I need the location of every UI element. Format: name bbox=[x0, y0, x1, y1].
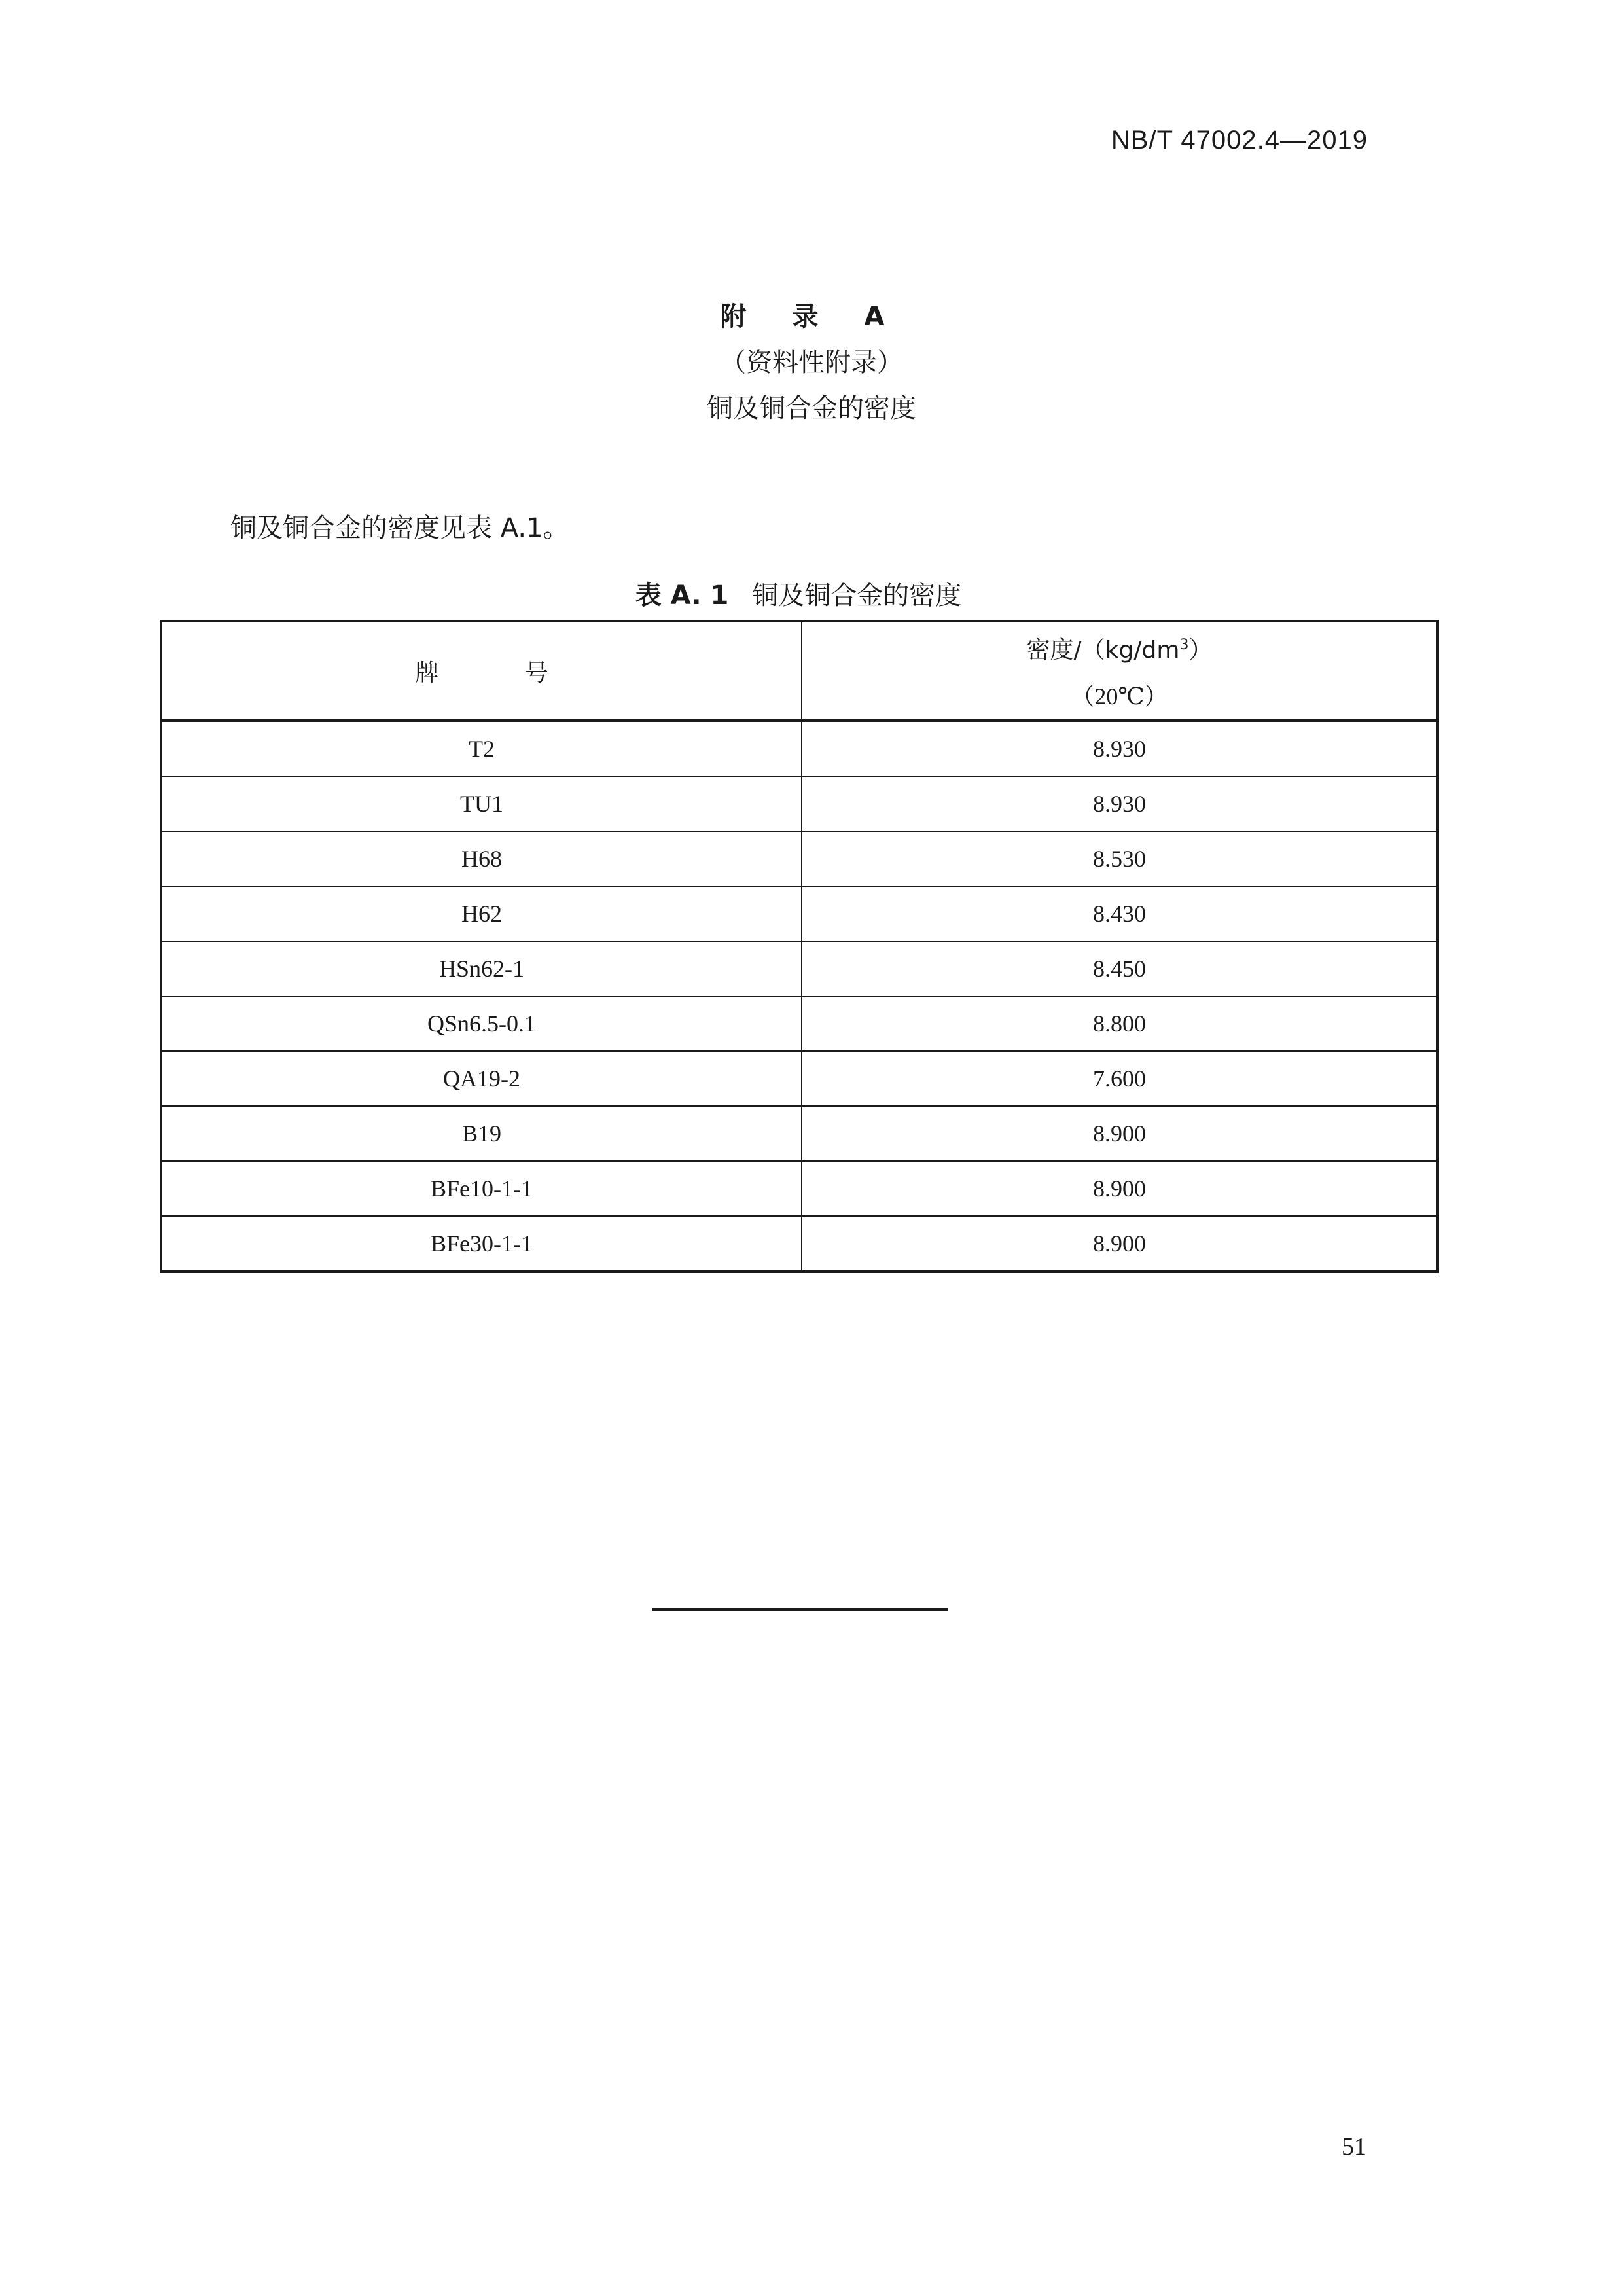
grade-cell: T2 bbox=[161, 721, 802, 776]
table-row bbox=[161, 776, 1438, 831]
grade-cell: H68 bbox=[161, 831, 802, 886]
density-table bbox=[160, 620, 1439, 1273]
table-body bbox=[161, 721, 1438, 1272]
table-row bbox=[161, 721, 1438, 776]
table-row bbox=[161, 1216, 1438, 1272]
page-number: 51 bbox=[1342, 2133, 1366, 2161]
density-cell: 8.930 bbox=[802, 721, 1438, 776]
density-cell: 8.430 bbox=[802, 886, 1438, 941]
end-rule bbox=[652, 1608, 948, 1611]
table-row bbox=[161, 1106, 1438, 1161]
grade-cell: H62 bbox=[161, 886, 802, 941]
grade-column-header bbox=[161, 621, 802, 721]
density-header-prefix: 密度/（kg/dm bbox=[1026, 637, 1180, 664]
density-cell: 8.800 bbox=[802, 996, 1438, 1051]
density-cell: 8.930 bbox=[802, 776, 1438, 831]
table-caption-title: 铜及铜合金的密度 bbox=[752, 581, 962, 611]
density-cell: 8.530 bbox=[802, 831, 1438, 886]
density-column-header bbox=[802, 621, 1438, 721]
density-header-line1 bbox=[802, 622, 1436, 673]
table-row bbox=[161, 941, 1438, 996]
grade-cell: TU1 bbox=[161, 776, 802, 831]
grade-cell: BFe10-1-1 bbox=[161, 1161, 802, 1216]
density-header-suffix: ） bbox=[1188, 637, 1213, 664]
grade-cell: HSn62-1 bbox=[161, 941, 802, 996]
density-cell: 7.600 bbox=[802, 1051, 1438, 1106]
table-row bbox=[161, 886, 1438, 941]
density-cell: 8.900 bbox=[802, 1106, 1438, 1161]
table-caption-number: 表 A. 1 bbox=[635, 581, 729, 611]
grade-header-label: 牌 号 bbox=[415, 659, 588, 687]
table-row bbox=[161, 831, 1438, 886]
density-cell: 8.450 bbox=[802, 941, 1438, 996]
appendix-title: 铜及铜合金的密度 bbox=[707, 393, 916, 423]
density-header-superscript: 3 bbox=[1179, 637, 1189, 653]
table-row bbox=[161, 1051, 1438, 1106]
grade-cell: BFe30-1-1 bbox=[161, 1216, 802, 1272]
grade-cell: QA19-2 bbox=[161, 1051, 802, 1106]
table-row bbox=[161, 996, 1438, 1051]
grade-cell: B19 bbox=[161, 1106, 802, 1161]
table-caption bbox=[0, 575, 1597, 612]
appendix-label: 附 录 A bbox=[720, 302, 903, 332]
body-paragraph: 铜及铜合金的密度见表 A.1。 bbox=[230, 513, 569, 543]
density-header-line2: （20℃） bbox=[1071, 683, 1168, 709]
appendix-kind: （资料性附录） bbox=[720, 348, 903, 378]
table-header-row bbox=[161, 621, 1438, 721]
table-row bbox=[161, 1161, 1438, 1216]
grade-cell: QSn6.5-0.1 bbox=[161, 996, 802, 1051]
density-cell: 8.900 bbox=[802, 1216, 1438, 1272]
standard-code: NB/T 47002.4—2019 bbox=[1111, 126, 1368, 154]
density-cell: 8.900 bbox=[802, 1161, 1438, 1216]
